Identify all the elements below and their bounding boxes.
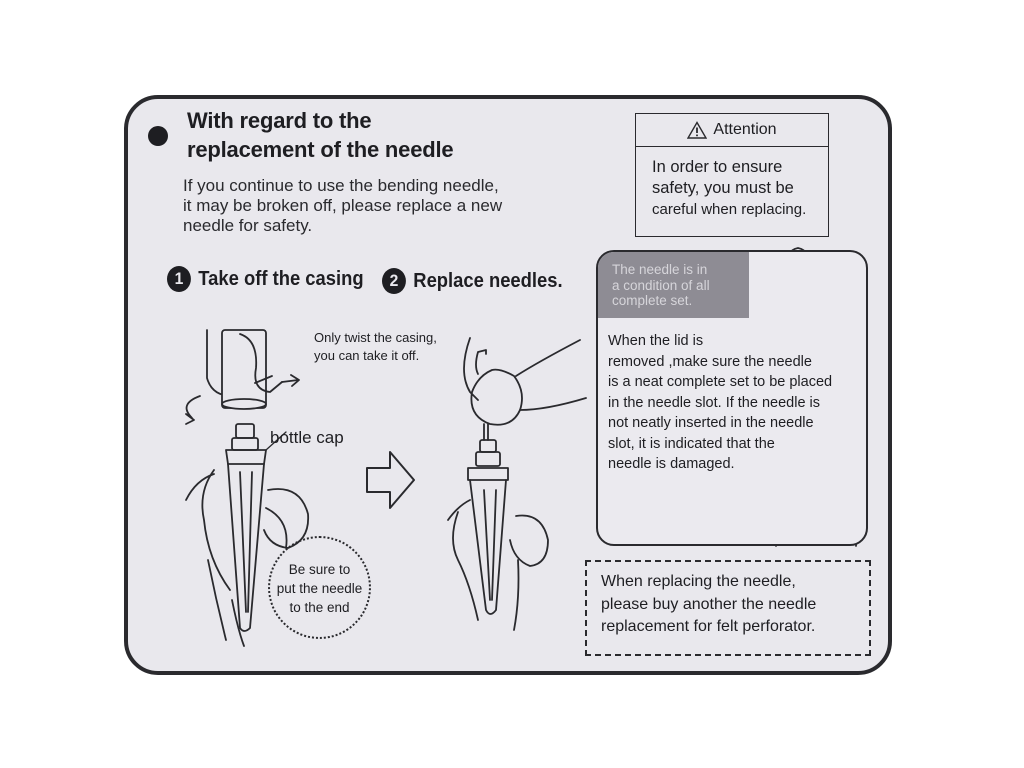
- panel-header: The needle is in a condition of all complete set.: [598, 252, 749, 318]
- replace-needle-illustration: [448, 338, 586, 630]
- step-1: [167, 266, 364, 292]
- step-label: Replace needles.: [413, 269, 563, 292]
- step-number: 1: [167, 266, 191, 292]
- attention-heading: Attention: [636, 114, 828, 147]
- casing-illustration: [186, 330, 299, 424]
- attention-box: [635, 113, 829, 237]
- step-number: 2: [382, 268, 406, 294]
- title-bullet: [148, 126, 168, 146]
- warning-icon: [687, 121, 707, 139]
- attention-text: In order to ensure safety, you must be careful when replacing.: [652, 158, 807, 218]
- step-label: Take off the casing: [198, 267, 364, 290]
- next-arrow: [367, 452, 414, 508]
- step-2: [382, 268, 563, 294]
- page-title: With regard to the replacement of the needle: [187, 108, 454, 162]
- twist-note: Only twist the casing, you can take it off.: [314, 330, 437, 363]
- panel-body: When the lid is removed ,make sure the needle is a neat complete set to be placed in the needle slot. If the needle is not neatly inserted in the needle slot, it is indicated that the needle is damaged.: [608, 333, 833, 472]
- intro-text: If you continue to use the bending needle, it may be broken off, please replace a new needle for safety.: [183, 176, 503, 235]
- replacement-note: When replacing the needle, please buy another the needle replacement for felt perforator.: [601, 573, 817, 635]
- end-note: Be sure to put the needle to the end: [276, 562, 363, 615]
- bottle-cap-label: bottle cap: [270, 428, 344, 447]
